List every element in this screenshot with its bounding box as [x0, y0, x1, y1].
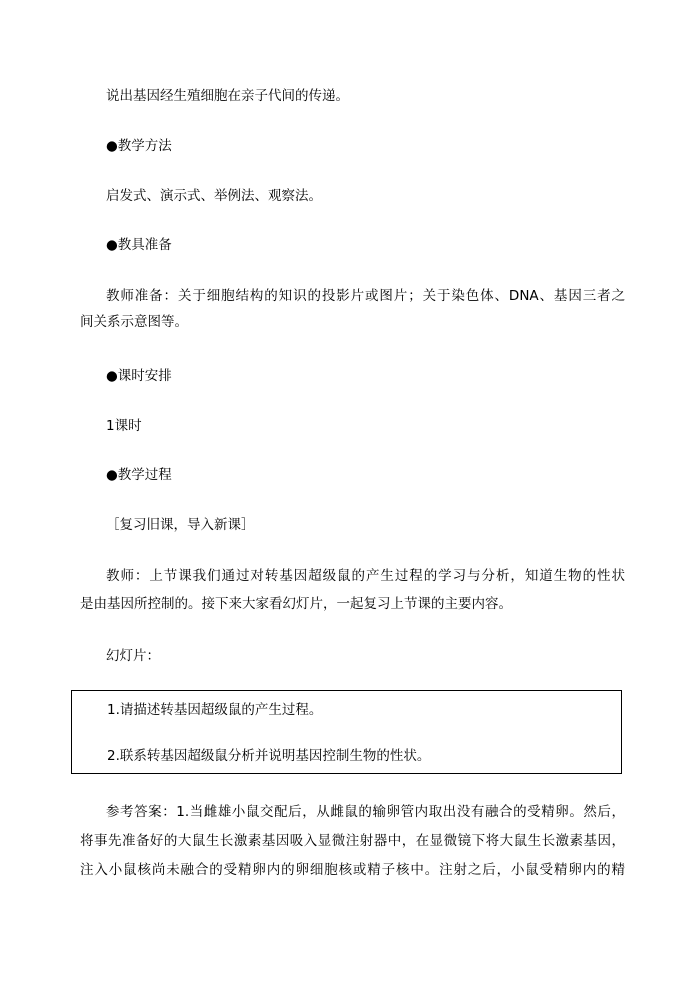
answer-text-line1: 参考答案：1.当雌雄小鼠交配后，从雌鼠的输卵管内取出没有融合的受精卵。然后，: [106, 804, 625, 820]
teacher-text-line2: 是由基因所控制的。接下来大家看幻灯片，一起复习上节课的主要内容。: [80, 596, 512, 612]
teacher-text-line1: 教师：上节课我们通过对转基因超级鼠的产生过程的学习与分析，知道生物的性状: [106, 568, 625, 584]
slide-item-2: 2.联系转基因超级鼠分析并说明基因控制生物的性状。: [107, 748, 431, 764]
method-text: 启发式、演示式、举例法、观察法。: [106, 188, 322, 204]
tools-heading: ●教具准备: [106, 237, 172, 253]
answer-text-line3: 注入小鼠核尚未融合的受精卵内的卵细胞核或精子核中。注射之后，小鼠受精卵内的精: [80, 862, 625, 878]
tools-text-line2: 间关系示意图等。: [80, 314, 188, 330]
slide-item-1: 1.请描述转基因超级鼠的产生过程。: [107, 702, 323, 718]
review-label: ［复习旧课，导入新课］: [106, 517, 255, 533]
schedule-heading: ●课时安排: [106, 368, 172, 384]
process-heading: ●教学过程: [106, 467, 172, 483]
answer-text-line2: 将事先准备好的大鼠生长激素基因吸入显微注射器中，在显微镜下将大鼠生长激素基因，: [80, 833, 625, 849]
tools-text-line1: 教师准备：关于细胞结构的知识的投影片或图片；关于染色体、DNA、基因三者之: [106, 288, 625, 304]
slide-label: 幻灯片：: [106, 648, 160, 664]
slide-box: [71, 690, 622, 774]
method-heading: ●教学方法: [106, 138, 172, 154]
objective-text: 说出基因经生殖细胞在亲子代间的传递。: [106, 88, 349, 104]
schedule-text: 1课时: [106, 418, 142, 434]
